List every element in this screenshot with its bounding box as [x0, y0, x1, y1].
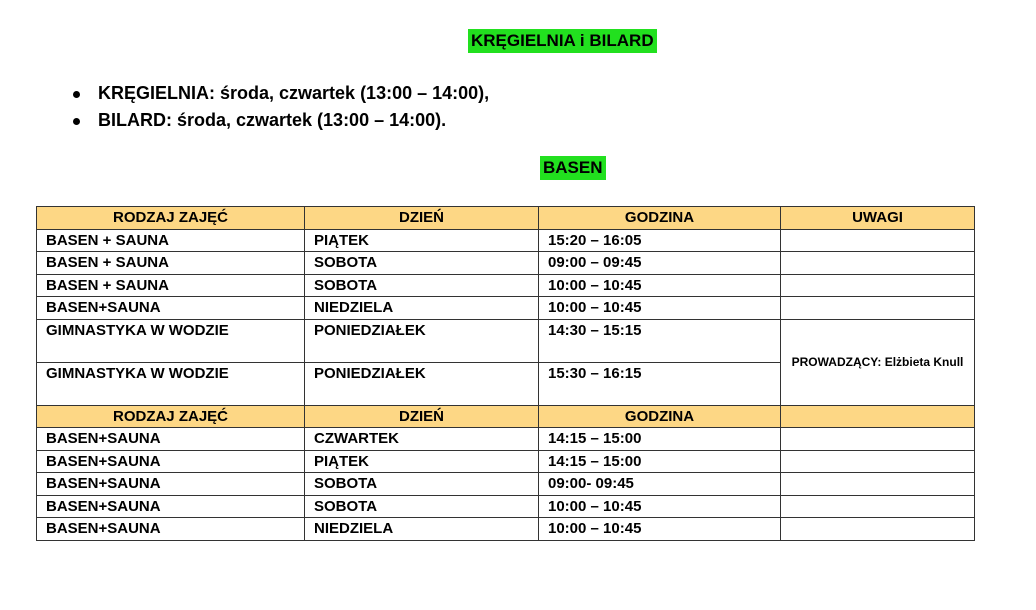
cell-notes	[781, 274, 975, 297]
column-header-notes	[781, 405, 975, 428]
cell-day: NIEDZIELA	[305, 297, 539, 320]
cell-time: 10:00 – 10:45	[539, 495, 781, 518]
column-header-time: GODZINA	[539, 405, 781, 428]
cell-activity: BASEN + SAUNA	[37, 229, 305, 252]
cell-activity: BASEN+SAUNA	[37, 495, 305, 518]
cell-notes	[781, 473, 975, 496]
cell-time: 14:15 – 15:00	[539, 428, 781, 451]
table-row	[37, 495, 975, 518]
cell-notes	[781, 518, 975, 541]
table-row	[37, 229, 975, 252]
cell-notes	[781, 252, 975, 275]
cell-day: PIĄTEK	[305, 229, 539, 252]
list-item-bowling: KRĘGIELNIA: środa, czwartek (13:00 – 14:00),	[70, 80, 489, 107]
cell-day: SOBOTA	[305, 274, 539, 297]
cell-day: NIEDZIELA	[305, 518, 539, 541]
table-row	[37, 297, 975, 320]
table-header-row	[37, 405, 975, 428]
cell-notes	[781, 229, 975, 252]
table-row	[37, 274, 975, 297]
column-header-day: DZIEŃ	[305, 405, 539, 428]
cell-activity: GIMNASTYKA W WODZIE	[37, 319, 305, 362]
cell-day: PONIEDZIAŁEK	[305, 319, 539, 362]
cell-activity: GIMNASTYKA W WODZIE	[37, 362, 305, 405]
cell-time: 10:00 – 10:45	[539, 274, 781, 297]
cell-time: 10:00 – 10:45	[539, 297, 781, 320]
table-row	[37, 252, 975, 275]
pool-schedule-table	[36, 206, 975, 541]
table-row	[37, 319, 975, 362]
cell-time: 09:00 – 09:45	[539, 252, 781, 275]
column-header-activity: RODZAJ ZAJĘĆ	[37, 207, 305, 230]
table-header-row	[37, 207, 975, 230]
list-item-billiards: BILARD: środa, czwartek (13:00 – 14:00).	[70, 107, 489, 134]
cell-notes	[781, 297, 975, 320]
cell-time: 14:30 – 15:15	[539, 319, 781, 362]
cell-time: 15:30 – 16:15	[539, 362, 781, 405]
column-header-notes: UWAGI	[781, 207, 975, 230]
cell-activity: BASEN+SAUNA	[37, 450, 305, 473]
table-row	[37, 473, 975, 496]
column-header-time: GODZINA	[539, 207, 781, 230]
bowling-billiards-list	[70, 80, 489, 134]
cell-notes	[781, 428, 975, 451]
column-header-activity: RODZAJ ZAJĘĆ	[37, 405, 305, 428]
cell-day: PONIEDZIAŁEK	[305, 362, 539, 405]
cell-time: 15:20 – 16:05	[539, 229, 781, 252]
cell-day: SOBOTA	[305, 473, 539, 496]
cell-day: CZWARTEK	[305, 428, 539, 451]
bullet-icon	[73, 118, 80, 125]
cell-activity: BASEN + SAUNA	[37, 252, 305, 275]
cell-notes	[781, 450, 975, 473]
cell-activity: BASEN+SAUNA	[37, 473, 305, 496]
cell-time: 09:00- 09:45	[539, 473, 781, 496]
cell-activity: BASEN+SAUNA	[37, 297, 305, 320]
cell-activity: BASEN+SAUNA	[37, 518, 305, 541]
table-row	[37, 450, 975, 473]
bullet-icon	[73, 91, 80, 98]
cell-time: 14:15 – 15:00	[539, 450, 781, 473]
cell-activity: BASEN + SAUNA	[37, 274, 305, 297]
cell-activity: BASEN+SAUNA	[37, 428, 305, 451]
table-row	[37, 428, 975, 451]
cell-notes	[781, 495, 975, 518]
heading-pool: BASEN	[540, 156, 606, 180]
cell-day: SOBOTA	[305, 495, 539, 518]
cell-time: 10:00 – 10:45	[539, 518, 781, 541]
cell-day: PIĄTEK	[305, 450, 539, 473]
table-row	[37, 518, 975, 541]
cell-day: SOBOTA	[305, 252, 539, 275]
heading-bowling-billiards: KRĘGIELNIA i BILARD	[468, 29, 657, 53]
cell-instructor-note: PROWADZĄCY: Elżbieta Knull	[781, 319, 975, 405]
column-header-day: DZIEŃ	[305, 207, 539, 230]
